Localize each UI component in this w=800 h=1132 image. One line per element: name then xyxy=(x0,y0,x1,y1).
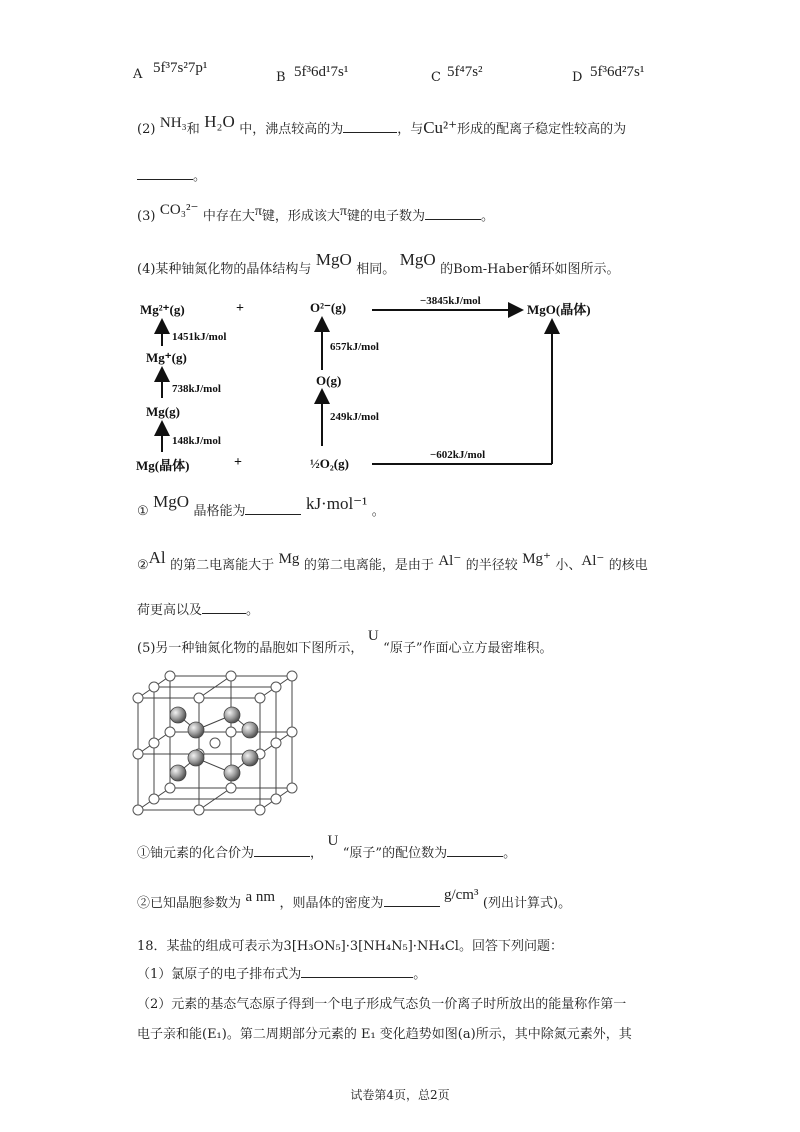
q3-pi-2: π xyxy=(339,204,347,219)
q4-mgo: MgO xyxy=(315,250,352,269)
q4-2-al: Al xyxy=(148,548,166,567)
question-3 xyxy=(137,202,495,225)
q3-prefix: (3) xyxy=(137,209,156,224)
q5-2-unit: g/cm³ xyxy=(443,887,479,903)
q4-2-text1: 的第二电离能大于 xyxy=(170,558,275,573)
half-o2-label: ½O₂(g) xyxy=(310,456,349,471)
q3-text2: 键，形成该大 xyxy=(261,209,340,224)
q4-2-text2: 的第二电离能，是由于 xyxy=(303,558,434,573)
q5-1-text1: “原子”的配位数为 xyxy=(342,846,448,861)
q4-2-mgplus: Mg⁺ xyxy=(522,551,551,567)
mgo-crystal-label: MgO(晶体) xyxy=(527,302,591,317)
o2minus-label: O²⁻(g) xyxy=(310,300,347,315)
q4-2-end: 。 xyxy=(246,603,260,618)
crystal-cell-diagram xyxy=(130,670,300,820)
q5-1-text: ①铀元素的化合价为 xyxy=(137,846,255,861)
q3-end: 。 xyxy=(481,209,495,224)
q5-1-end: 。 xyxy=(503,846,517,861)
q5-2-text: ②已知晶胞参数为 xyxy=(137,896,242,911)
q3-text3: 键的电子数为 xyxy=(347,209,426,224)
q2-text3: 形成的配离子稳定性较高的为 xyxy=(457,122,627,137)
answer-blank[interactable] xyxy=(137,167,193,180)
question-4-2-line2 xyxy=(137,599,259,618)
energy-738: 738kJ/mol xyxy=(172,383,221,395)
q4-1-circle: ① xyxy=(137,504,149,519)
q2-text1: 中，沸点较高的为 xyxy=(239,122,344,137)
q4-2-line2: 荷更高以及 xyxy=(137,603,203,618)
option-b-letter: B xyxy=(276,70,286,85)
q4-1-mgo: MgO xyxy=(153,492,190,511)
q2-h2o: H₂O xyxy=(204,112,235,131)
energy-249: 249kJ/mol xyxy=(330,411,379,423)
q2-text2: ，与 xyxy=(397,122,424,137)
q4-2-circle: ② xyxy=(137,558,149,573)
question-5-1 xyxy=(137,833,517,862)
option-d-letter: D xyxy=(572,70,583,85)
answer-blank[interactable] xyxy=(343,120,397,133)
mg2plus-label: Mg²⁺(g) xyxy=(140,302,185,317)
question-4-1 xyxy=(137,492,385,520)
answer-blank[interactable] xyxy=(254,844,310,857)
page-footer: 试卷第4页，总2页 xyxy=(350,1088,450,1102)
q2-cu: Cu²⁺ xyxy=(423,118,458,137)
q3-pi: π xyxy=(254,204,262,219)
answer-blank[interactable] xyxy=(447,844,503,857)
q4-1-text1: 晶格能为 xyxy=(193,504,246,519)
energy-657: 657kJ/mol xyxy=(330,341,379,353)
q5-1-sep: ， xyxy=(310,846,324,861)
q5-u: U xyxy=(367,628,379,644)
mgplus-label: Mg⁺(g) xyxy=(146,350,187,365)
option-a-letter: A xyxy=(133,67,143,82)
mg-gas-label: Mg(g) xyxy=(146,404,180,419)
question-18-title: 18．某盐的组成可表示为3[H₃ON₅]·3[NH₄N₅]·NH₄Cl。回答下列问题： xyxy=(137,939,563,954)
q5-text1: “原子”作面心立方最密堆积。 xyxy=(383,641,553,656)
born-haber-cycle-diagram xyxy=(0,288,800,488)
q5-2-anm: a nm xyxy=(245,889,276,905)
q18-p1: （1）氯原子的电子排布式为 xyxy=(137,967,302,982)
q2-prefix: (2) xyxy=(137,122,156,137)
question-18-part2-line2: 电子亲和能(E₁)。第二周期部分元素的 E₁ 变化趋势如图(a)所示，其中除氮元素外，其 xyxy=(137,1027,632,1042)
q4-text1: 相同。 xyxy=(356,262,396,277)
q4-2-text4: 小、 xyxy=(555,558,582,573)
plus-sign-top: + xyxy=(236,301,244,316)
option-c-letter: C xyxy=(431,70,441,85)
question-18-part1 xyxy=(137,963,426,982)
answer-blank[interactable] xyxy=(425,207,481,220)
question-4-2 xyxy=(137,548,648,574)
mg-crystal-label: Mg(晶体) xyxy=(136,458,190,473)
q4-1-end: 。 xyxy=(371,504,385,519)
energy-148: 148kJ/mol xyxy=(172,435,221,447)
option-b-config: 5f³6d¹7s¹ xyxy=(294,64,349,80)
q4-2-alminus-2: Al⁻ xyxy=(581,553,605,569)
q2-end: 。 xyxy=(193,169,207,184)
answer-blank[interactable] xyxy=(301,965,413,978)
answer-blank[interactable] xyxy=(202,601,246,614)
q4-1-unit: kJ·mol⁻¹ xyxy=(305,494,368,513)
q5-2-text2: (列出计算式)。 xyxy=(482,896,572,911)
q4-text2: 的Bom-Haber循环如图所示。 xyxy=(440,262,620,277)
option-a-config: 5f³7s²7p¹ xyxy=(153,60,208,76)
answer-blank[interactable] xyxy=(384,894,440,907)
q4-prefix: (4)某种铀氮化物的晶体结构与 xyxy=(137,262,312,277)
q18-p1-end: 。 xyxy=(413,967,427,982)
q2-and: 和 xyxy=(186,122,200,137)
q5-prefix: (5)另一种铀氮化物的晶胞如下图所示， xyxy=(137,641,364,656)
question-2 xyxy=(137,112,627,138)
question-18-part2-line1: （2）元素的基态气态原子得到一个电子形成气态负一价离子时所放出的能量称作第一 xyxy=(137,997,627,1012)
question-2-line2 xyxy=(137,165,206,184)
o-gas-label: O(g) xyxy=(316,373,342,388)
question-4 xyxy=(137,250,620,278)
q4-mgo-2: MgO xyxy=(399,250,436,269)
question-5 xyxy=(137,628,553,657)
question-5-2 xyxy=(137,887,572,912)
q4-2-mg: Mg xyxy=(278,551,300,567)
energy-lattice: −3845kJ/mol xyxy=(420,295,481,307)
energy-1451: 1451kJ/mol xyxy=(172,331,227,343)
q4-2-text5: 的核电 xyxy=(608,558,648,573)
q4-2-text3: 的半径较 xyxy=(465,558,518,573)
q3-text1: 中存在大 xyxy=(202,209,255,224)
answer-blank[interactable] xyxy=(245,502,301,515)
option-c-config: 5f⁴7s² xyxy=(447,64,483,80)
q5-2-text1: ，则晶体的密度为 xyxy=(279,896,384,911)
q5-1-u: U xyxy=(327,833,339,849)
energy-602: −602kJ/mol xyxy=(430,449,486,461)
q2-nh3: NH₃ xyxy=(159,115,187,131)
q4-2-alminus: Al⁻ xyxy=(438,553,462,569)
q3-co3: CO₃²⁻ xyxy=(159,202,199,218)
option-d-config: 5f³6d²7s¹ xyxy=(590,64,645,80)
plus-sign-bottom: + xyxy=(234,455,242,470)
